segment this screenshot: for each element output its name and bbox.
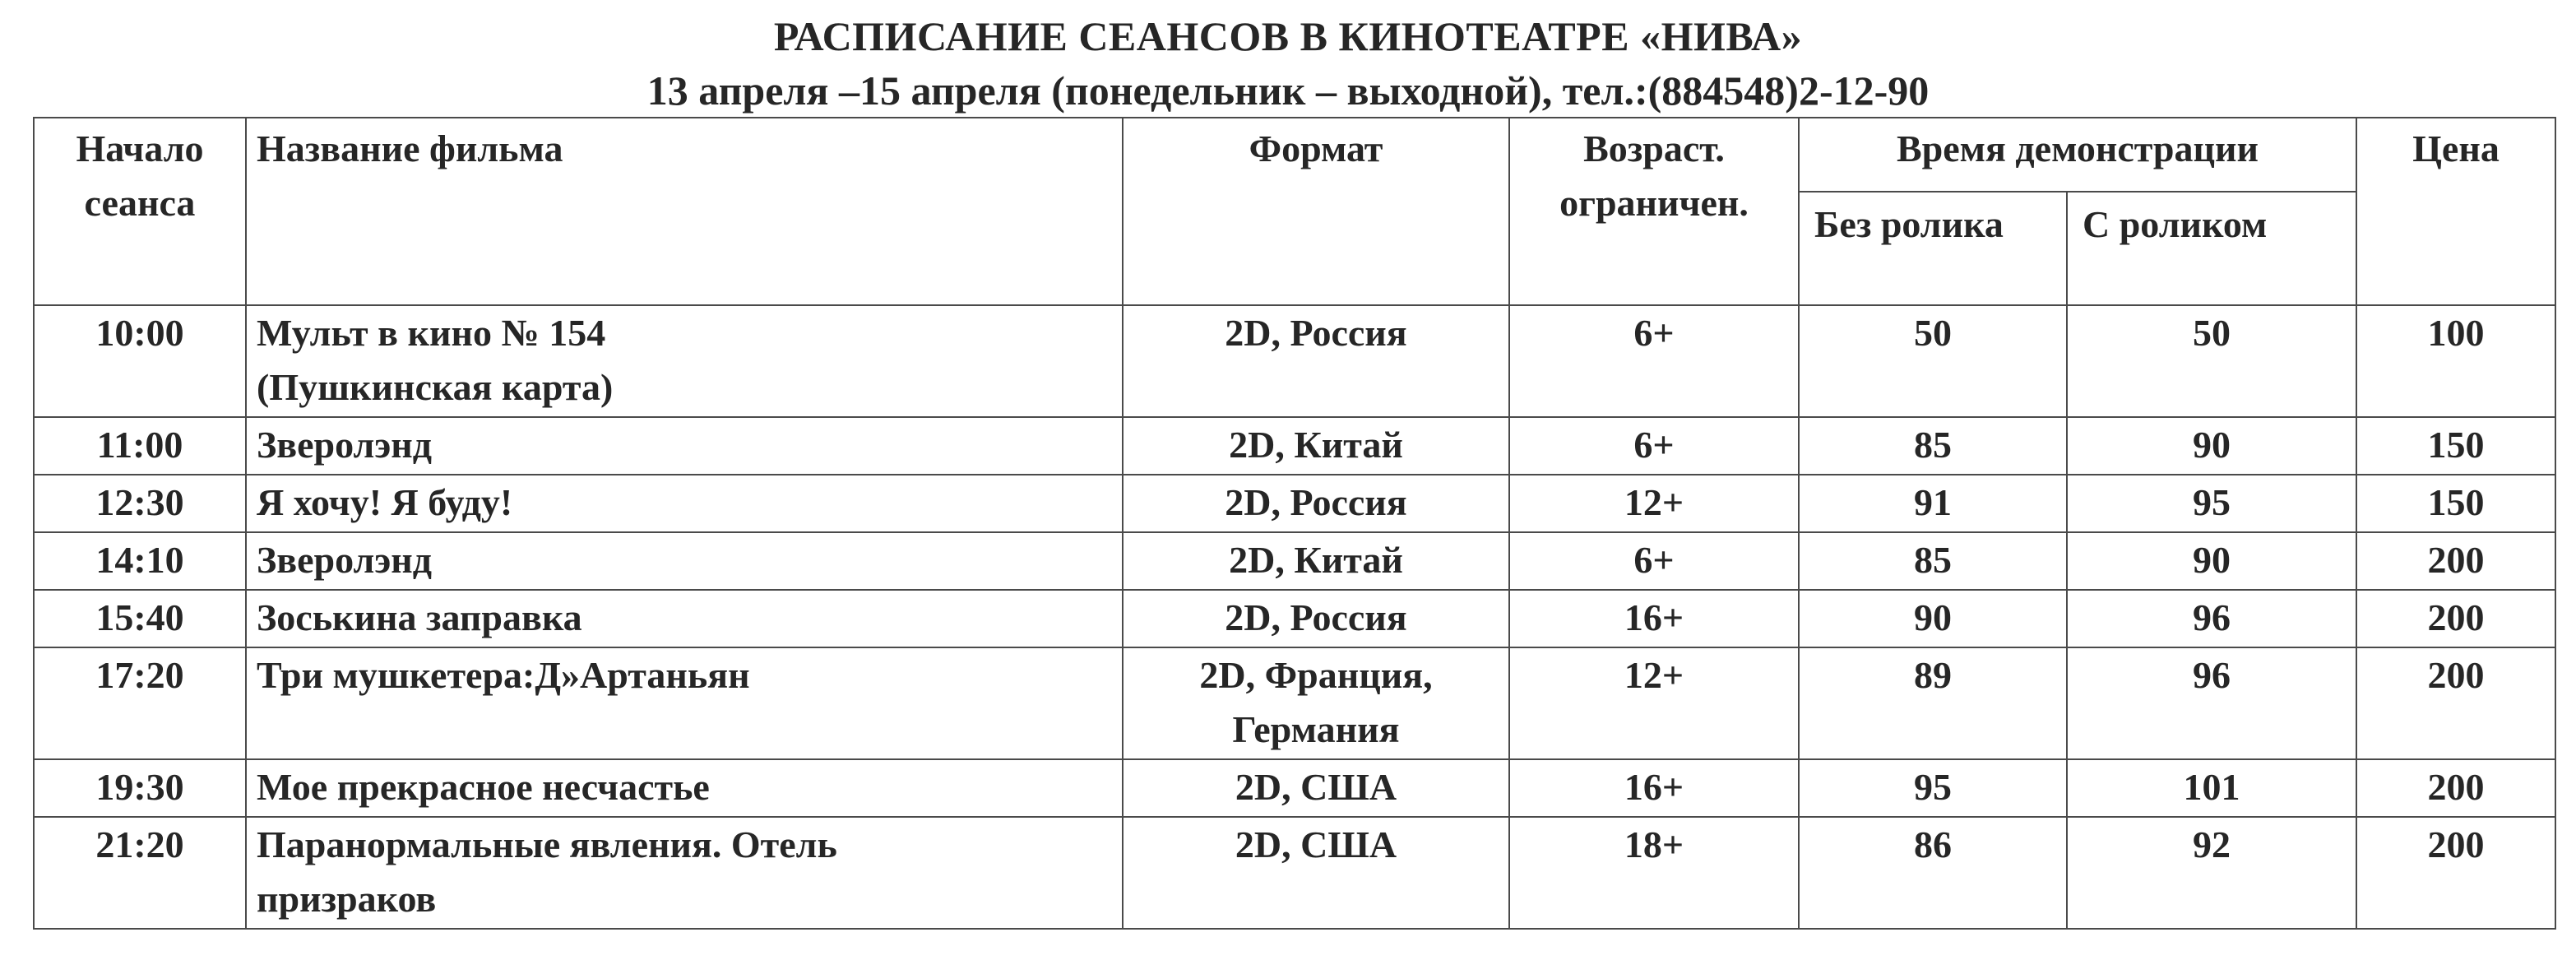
header-age: Возраст. ограничен. (1509, 118, 1799, 305)
cell-name (246, 759, 1123, 817)
cell-with-trailer: 50 (2067, 305, 2356, 417)
cell-start: 12:30 (34, 475, 246, 532)
header-name: Название фильма (246, 118, 1123, 305)
cell-age: 12+ (1509, 647, 1799, 759)
cell-without-trailer: 89 (1799, 647, 2067, 759)
cell-price: 100 (2356, 305, 2555, 417)
cell-name (246, 417, 1123, 475)
format-text: 2D, Китай (1229, 424, 1403, 466)
cell-age: 6+ (1509, 417, 1799, 475)
cell-format (1123, 532, 1509, 590)
format-text: 2D, Китай (1229, 539, 1403, 581)
cell-format (1123, 647, 1509, 759)
film-title: Зоськина заправка (257, 596, 582, 638)
cell-format (1123, 590, 1509, 647)
cell-format (1123, 417, 1509, 475)
cell-name (246, 647, 1123, 759)
format-text: 2D, Франция, (1199, 654, 1433, 696)
cell-format (1123, 305, 1509, 417)
format-text: 2D, Россия (1225, 312, 1407, 354)
cell-age: 16+ (1509, 759, 1799, 817)
film-title: Три мушкетера:Д»Артаньян (257, 654, 750, 696)
film-title: Мое прекрасное несчастье (257, 766, 710, 808)
film-title: Зверолэнд (257, 539, 432, 581)
cell-without-trailer: 95 (1799, 759, 2067, 817)
format-text-line2: Германия (1232, 708, 1400, 750)
cell-format (1123, 475, 1509, 532)
cell-age: 12+ (1509, 475, 1799, 532)
cell-with-trailer: 96 (2067, 590, 2356, 647)
page-title: РАСПИСАНИЕ СЕАНСОВ В КИНОТЕАТРЕ «НИВА» (773, 13, 1803, 59)
table-row (34, 817, 2555, 929)
cell-format (1123, 759, 1509, 817)
cell-price: 200 (2356, 590, 2555, 647)
schedule-table (33, 117, 2556, 930)
cell-without-trailer: 91 (1799, 475, 2067, 532)
cell-price: 200 (2356, 817, 2555, 929)
header-duration: Время демонстрации (1799, 118, 2356, 192)
table-row (34, 475, 2555, 532)
film-title-line2: призраков (257, 878, 437, 920)
table-row (34, 417, 2555, 475)
cell-price: 200 (2356, 759, 2555, 817)
cell-without-trailer: 85 (1799, 417, 2067, 475)
cell-without-trailer: 85 (1799, 532, 2067, 590)
table-row (34, 759, 2555, 817)
cell-age: 16+ (1509, 590, 1799, 647)
header-format: Формат (1123, 118, 1509, 305)
cell-name (246, 817, 1123, 929)
cell-with-trailer: 96 (2067, 647, 2356, 759)
cell-format (1123, 817, 1509, 929)
cell-with-trailer: 90 (2067, 417, 2356, 475)
format-text: 2D, Россия (1225, 596, 1407, 638)
header-with-trailer: С роликом (2067, 192, 2356, 305)
table-row (34, 590, 2555, 647)
cell-start: 17:20 (34, 647, 246, 759)
cell-price: 150 (2356, 475, 2555, 532)
film-title: Паранормальные явления. Отель (257, 823, 837, 865)
cell-without-trailer: 90 (1799, 590, 2067, 647)
cell-age: 6+ (1509, 305, 1799, 417)
table-row (34, 305, 2555, 417)
cell-with-trailer: 101 (2067, 759, 2356, 817)
header-start: Начало сеанса (34, 118, 246, 305)
format-text: 2D, США (1235, 823, 1397, 865)
cell-name (246, 475, 1123, 532)
cell-name (246, 532, 1123, 590)
cell-without-trailer: 50 (1799, 305, 2067, 417)
film-title: Мульт в кино № 154 (257, 312, 606, 354)
cell-price: 200 (2356, 532, 2555, 590)
cell-name (246, 590, 1123, 647)
cell-with-trailer: 92 (2067, 817, 2356, 929)
table-row (34, 532, 2555, 590)
header-without-trailer: Без ролика (1799, 192, 2067, 305)
cell-name (246, 305, 1123, 417)
header-price: Цена (2356, 118, 2555, 305)
cell-price: 150 (2356, 417, 2555, 475)
cell-start: 14:10 (34, 532, 246, 590)
schedule-rows (34, 305, 2555, 929)
film-title-line2: (Пушкинская карта) (257, 366, 614, 408)
format-text: 2D, США (1235, 766, 1397, 808)
film-title: Зверолэнд (257, 424, 432, 466)
format-text: 2D, Россия (1225, 481, 1407, 523)
page-subtitle: 13 апреля –15 апреля (понедельник – выходной), тел.:(884548)2-12-90 (646, 67, 1930, 114)
cell-price: 200 (2356, 647, 2555, 759)
film-title: Я хочу! Я буду! (257, 481, 513, 523)
cell-with-trailer: 90 (2067, 532, 2356, 590)
cell-start: 15:40 (34, 590, 246, 647)
cell-start: 11:00 (34, 417, 246, 475)
cell-with-trailer: 95 (2067, 475, 2356, 532)
cell-age: 18+ (1509, 817, 1799, 929)
cell-start: 10:00 (34, 305, 246, 417)
table-row (34, 647, 2555, 759)
cell-age: 6+ (1509, 532, 1799, 590)
cell-without-trailer: 86 (1799, 817, 2067, 929)
cell-start: 19:30 (34, 759, 246, 817)
cell-start: 21:20 (34, 817, 246, 929)
